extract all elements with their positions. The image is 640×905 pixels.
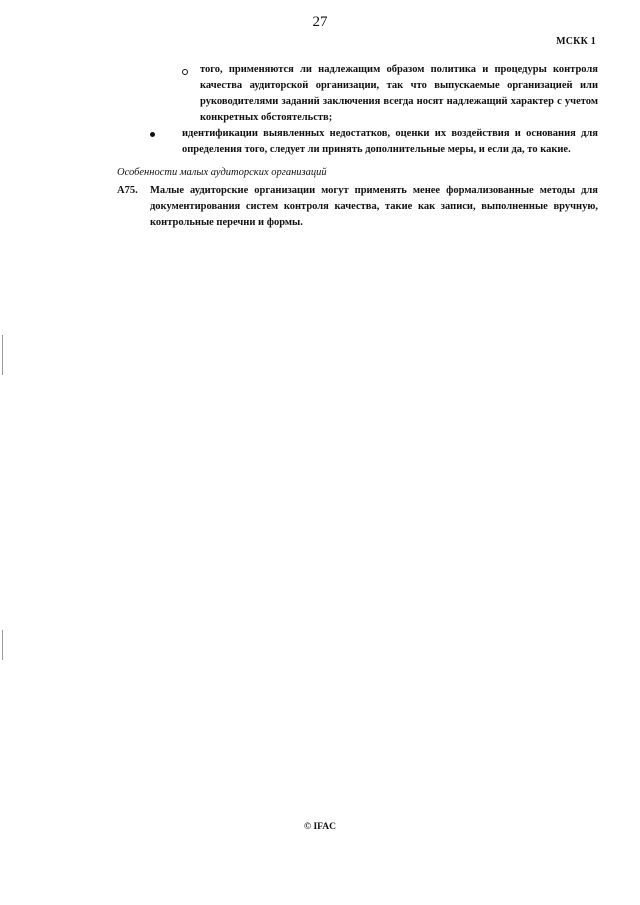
footer-copyright: © IFAC: [304, 822, 336, 832]
sub-bullet-text: того, применяются ли надлежащим образом политика и процедуры контроля качества аудиторской организации, так что выпускаемые организацией или руководителями заданий заключения всегда носят надлежащий характер с учетом конкретных обстоятельств;: [200, 64, 598, 123]
scan-edge-mark: [2, 335, 3, 375]
paragraph-a75-text: Малые аудиторские организации могут применять менее формализованные методы для документирования систем контроля качества, такие как записи, выполненные вручную, контрольные перечни и формы.: [150, 185, 598, 228]
page-number: 27: [312, 14, 328, 30]
bullet-dot-icon: [150, 132, 155, 137]
document-code: МСКК 1: [556, 36, 596, 47]
scan-edge-mark: [2, 630, 3, 660]
bullet-text: идентификации выявленных недостатков, оценки их воздействия и основания для определения того, следует ли принять дополнительные меры, и если да, то какие.: [182, 128, 598, 155]
paragraph-label: A75.: [117, 185, 138, 196]
sub-bullet-circle-icon: [182, 69, 188, 75]
section-subheading: Особенности малых аудиторских организаций: [117, 167, 327, 178]
